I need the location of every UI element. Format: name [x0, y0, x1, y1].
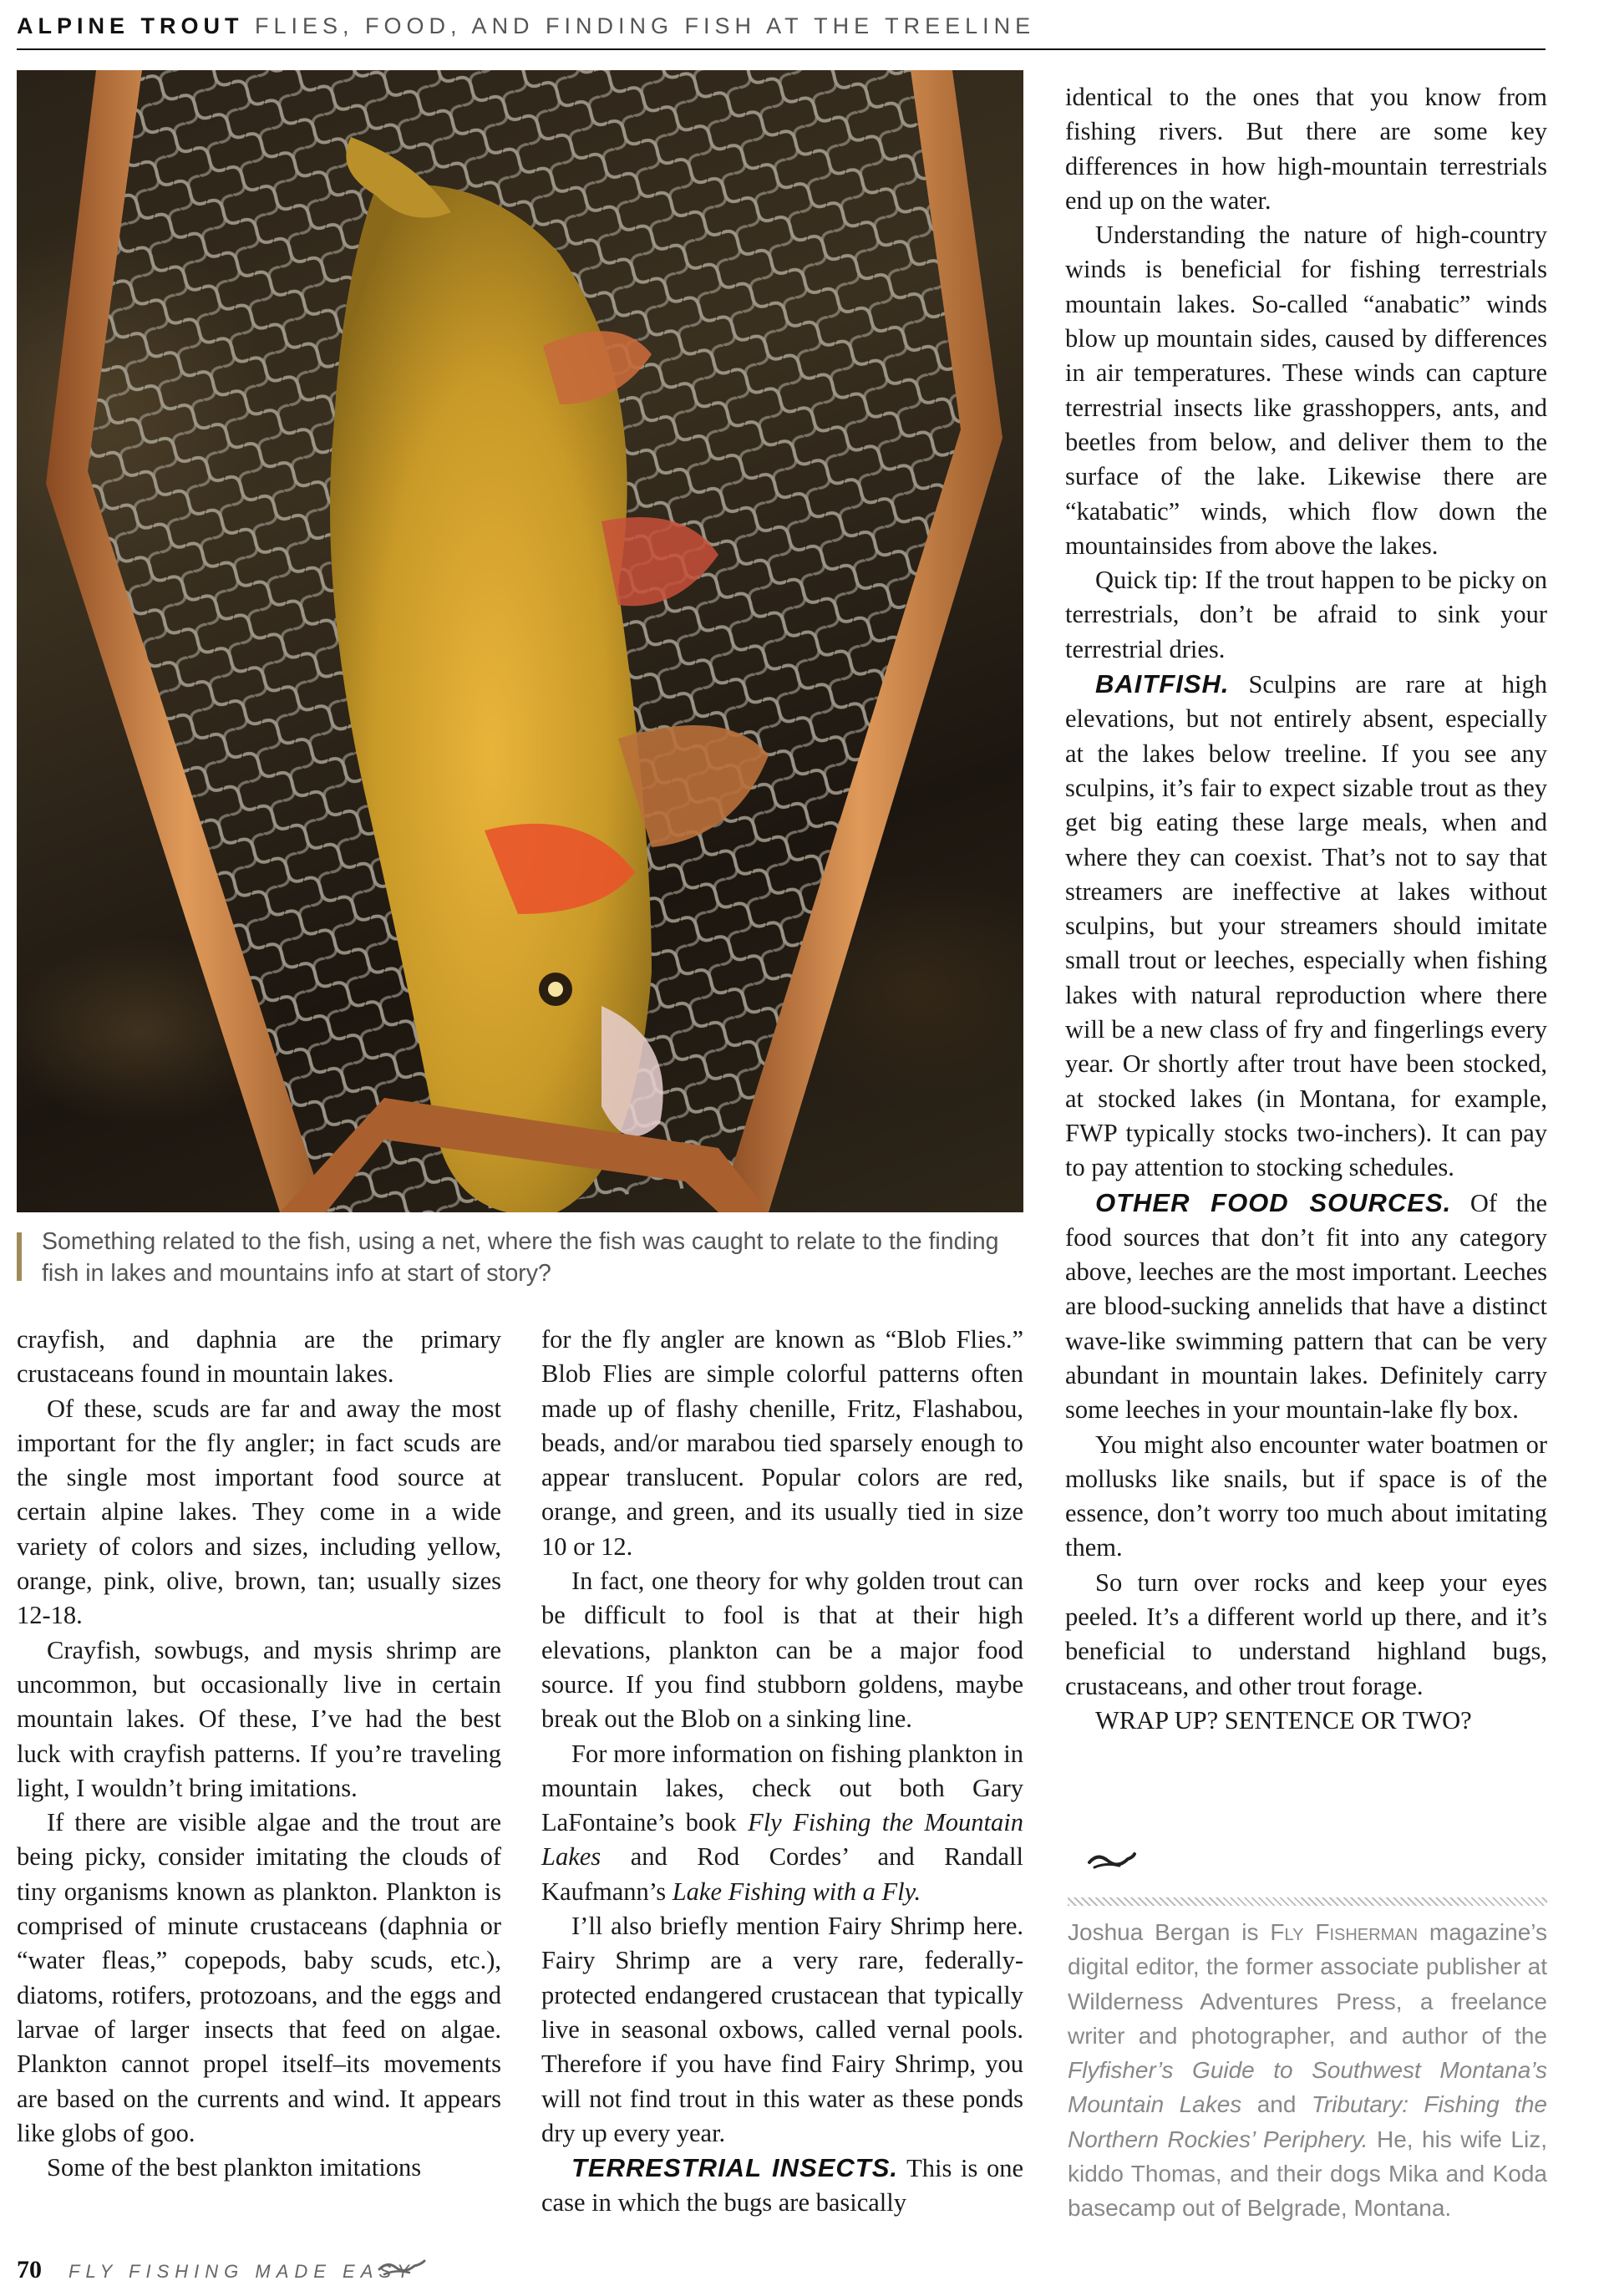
book-title: Lake Fishing with a Fly.	[672, 1877, 921, 1906]
paragraph: If there are visible algae and the trout are being picky, consider imitating the clouds of tiny organisms known as plankton. Plankton is comprised of minute crustaceans (daphnia or “water fleas,” copepods, baby scuds, etc.), diatoms, rotifers, protozoans, and the eggs and larvae of larger insects that feed on algae. Plankton cannot propel itself–its movements are based on the currents and wind. It appears like globs of goo.	[17, 1808, 501, 2147]
paragraph: Understanding the nature of high-country winds is beneficial for fishing terrestrials mountain lakes. So-called “anabatic” winds blow up mountain sides, caused by differences in air temperatures. These winds can capture terrestrial insects like grasshoppers, ants, and beetles from below, and deliver them to the surface of the lake. Likewise there are “katabatic” winds, which flow down the mountainsides from above the lakes.	[1065, 221, 1547, 560]
paragraph: Of these, scuds are far and away the most important for the fly angler; in fact scuds are the single most important food source at certain alpine lakes. They come in a wide variety of colors and sizes, including yellow, orange, pink, olive, brown, tan; usually sizes 12-18.	[17, 1394, 501, 1630]
page-number: 70	[17, 2256, 42, 2283]
bio-divider	[1068, 1897, 1547, 1906]
end-mark-swirl-icon	[1086, 1849, 1136, 1871]
text-run: For more information on fishing plankton in mountain lakes, check out both Gary LaFontaine’s book	[541, 1739, 1023, 1837]
caption-accent-bar	[17, 1232, 22, 1281]
text-run: magazine’s digital editor, the former associate publisher at Wilderness Adventures Press, a freelance writer and photographer, and author of the	[1068, 1919, 1548, 2049]
paragraph	[1065, 667, 1547, 1185]
paragraph	[541, 2151, 1023, 2221]
body-column-1	[17, 1323, 501, 2185]
text-run: He, his wife Liz, kiddo Thomas, and their dogs Mika and Koda basecamp out of Belgrade, Montana.	[1068, 2126, 1547, 2222]
paragraph: identical to the ones that you know from fishing rivers. But there are some key differences in how high-mountain terrestrials end up on the water.	[1065, 83, 1547, 215]
text-run: and Rod Cordes’ and Randall Kaufmann’s	[541, 1842, 1023, 1906]
book-title: Fly Fishing the Mountain Lakes	[541, 1808, 1023, 1872]
text-run: Of the food sources that don’t fit into any category above, leeches are the most important. Leeches are blood-sucking annelids that have a distinct wave-like swimming pattern that can be very abundant in mountain lakes. Definitely carry some leeches in your mountain-lake fly box.	[1065, 1188, 1547, 1425]
text-run: Sculpins are rare at high elevations, but not entirely absent, especially at the lakes below treeline. If you see any sculpins, it’s fair to expect sizable trout as they get big eating these large meals, when and where they can coexist. That’s not to say that streamers are ineffective at lakes without sculpins, but your streamers should imitate small trout or leeches, especially when fishing lakes with natural reproduction where there will be a new class of fry and fingerlings every year. Or shortly after trout have been stocked, at stocked lakes (in Montana, for example, FWP typically stocks two-inchers). It can pay to pay attention to stocking schedules.	[1065, 670, 1547, 1182]
article-title: FLIES, FOOD, AND FINDING FISH AT THE TREELINE	[255, 13, 1036, 38]
text-run: This is one case in which the bugs are basically	[541, 2154, 1023, 2217]
paragraph	[541, 1737, 1023, 1909]
author-bio	[1068, 1915, 1547, 2226]
body-column-2	[541, 1323, 1023, 2221]
paragraph: WRAP UP? SENTENCE OR TWO?	[1095, 1705, 1472, 1735]
photo-illustration	[17, 70, 1023, 1212]
paragraph: You might also encounter water boatmen or mollusks like snails, but if space is of the essence, don’t worry too much about imitating them.	[1065, 1430, 1547, 1562]
body-column-3	[1065, 80, 1547, 1738]
paragraph	[1065, 1186, 1547, 1428]
section-name: ALPINE TROUT	[17, 13, 244, 38]
book-title: Flyfisher’s Guide to Southwest Montana’s Mountain Lakes	[1068, 2057, 1547, 2118]
subhead-baitfish: BAITFISH.	[1095, 669, 1230, 699]
book-title: Tributary: Fishing the Northern Rockies’ Periphery.	[1068, 2091, 1548, 2152]
paragraph: Quick tip: If the trout happen to be picky on terrestrials, don’t be afraid to sink your terrestrial dries.	[1065, 566, 1547, 663]
paragraph: crayfish, and daphnia are the primary crustaceans found in mountain lakes.	[17, 1325, 501, 1389]
text-run: and	[1241, 2091, 1312, 2118]
caption-text: Something related to the fish, using a net, where the fish was caught to relate to the finding fish in lakes and mountains info at start of story?	[42, 1228, 999, 1287]
paragraph: I’ll also briefly mention Fairy Shrimp here. Fairy Shrimp are a very rare, federally-protected endangered crustacean that typically live in seasonal oxbows, called vernal pools. Therefore if you have find Fairy Shrimp, you will not find trout in this water as these ponds dry up every year.	[541, 1912, 1023, 2147]
running-header	[17, 10, 1546, 50]
magazine-name: Fly Fisherman	[1270, 1919, 1419, 1945]
paragraph: for the fly angler are known as “Blob Flies.” Blob Flies are simple colorful patterns often made up of flashy chenille, Fritz, Flashabou, beads, and/or marabou tied sparsely enough to appear translucent. Popular colors are red, orange, and green, and its usually tied in size 10 or 12.	[541, 1325, 1023, 1561]
paragraph: Crayfish, sowbugs, and mysis shrimp are uncommon, but occasionally live in certain mountain lakes. Of these, I’ve had the best luck with crayfish patterns. If you’re traveling light, I wouldn’t bring imitations.	[17, 1635, 501, 1802]
text-run: Joshua Bergan is	[1068, 1919, 1271, 1945]
photo-caption	[17, 1226, 1023, 1288]
subhead-other-food-sources: OTHER FOOD SOURCES.	[1095, 1187, 1452, 1217]
paragraph: In fact, one theory for why golden trout can be difficult to fool is that at their high elevations, plankton can be a major food source. If you find stubborn goldens, maybe break out the Blob on a sinking line.	[541, 1567, 1023, 1734]
paragraph: So turn over rocks and keep your eyes peeled. It’s a different world up there, and it’s beneficial to understand highland bugs, crustaceans, and other trout forage.	[1065, 1567, 1547, 1700]
footer-publication-title: FLY FISHING MADE EASY	[69, 2261, 415, 2282]
footer-swirl-icon	[378, 2258, 426, 2278]
subhead-terrestrial-insects: TERRESTRIAL INSECTS.	[571, 2153, 899, 2183]
paragraph: Some of the best plankton imitations	[47, 2153, 422, 2182]
trout-in-net-photo	[17, 70, 1023, 1212]
